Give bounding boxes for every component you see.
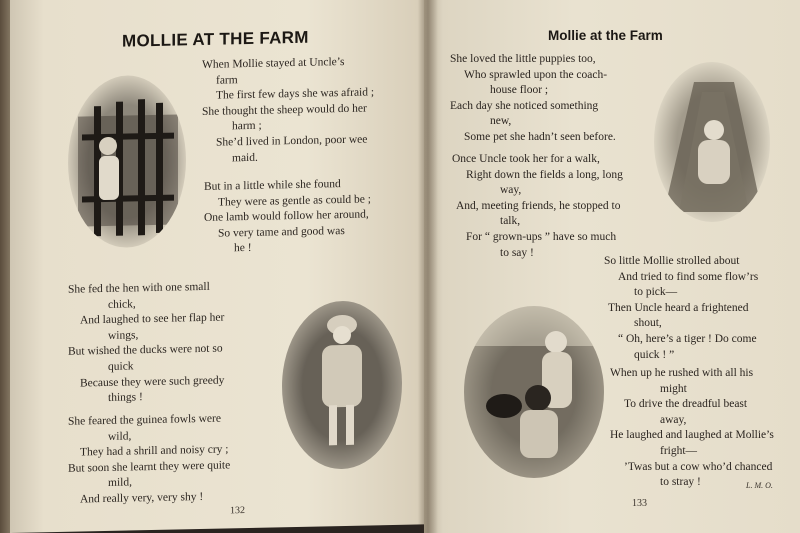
verse-line: might (660, 382, 687, 395)
verse-line: She’d lived in London, poor wee (216, 133, 368, 149)
verse-line: to stray ! (660, 476, 701, 489)
verse-line: “ Oh, here’s a tiger ! Do come (618, 332, 757, 345)
verse-line: The first few days she was afraid ; (216, 86, 375, 102)
verse-line: She loved the little puppies too, (450, 53, 596, 65)
photo-girl-by-haystack (654, 62, 770, 222)
verse-line: away, (660, 413, 687, 426)
verse-line: Each day she noticed something (450, 99, 599, 112)
verse-line: chick, (108, 297, 136, 311)
verse-line: house floor ; (490, 84, 549, 97)
verse-line: Right down the fields a long, long (466, 168, 623, 181)
verse-line: talk, (500, 215, 521, 228)
verse-line: So little Mollie strolled about (604, 255, 740, 267)
verse-line: to say ! (500, 246, 534, 259)
page-number-right: 133 (632, 498, 647, 509)
verse-line: Because they were such greedy (80, 374, 225, 390)
right-stanza-1 (450, 52, 616, 146)
verse-line: he ! (234, 242, 252, 255)
verse-line: And tried to find some flow’rs (618, 270, 759, 283)
verse-line: When up he rushed with all his (610, 367, 754, 379)
verse-line: For “ grown-ups ” have so much (466, 230, 617, 243)
verse-line: Some pet she hadn’t seen before. (464, 130, 616, 143)
left-page-title: MOLLIE AT THE FARM (122, 27, 309, 51)
verse-line: Once Uncle took her for a walk, (452, 153, 600, 165)
verse-line: fright— (660, 444, 698, 457)
verse-line: way, (500, 184, 522, 197)
right-page (424, 0, 800, 533)
verse-line: And really very, very shy ! (80, 490, 204, 506)
verse-line: ’Twas but a cow who’d chanced (624, 460, 773, 473)
left-stanza-4 (68, 411, 230, 508)
left-stanza-1 (202, 54, 374, 167)
page-number-left: 132 (230, 505, 245, 517)
verse-line: wings, (108, 329, 139, 342)
verse-line: shout, (634, 317, 662, 330)
right-stanza-4 (610, 366, 774, 491)
verse-line: They had a shrill and noisy cry ; (80, 443, 229, 459)
verse-line: They were as gentle as could be ; (218, 193, 371, 209)
verse-line: Who sprawled upon the coach- (464, 68, 608, 81)
verse-line: things ! (108, 391, 143, 405)
verse-line: So very tame and good was (218, 224, 345, 240)
verse-line: To drive the dreadful beast (624, 398, 748, 411)
verse-line: maid. (232, 151, 258, 164)
verse-line: He laughed and laughed at Mollie’s (610, 429, 774, 442)
verse-line: quick (108, 360, 134, 373)
author-initials: L. M. O. (746, 481, 773, 490)
photo-children-with-cow (464, 306, 604, 478)
verse-line: One lamb would follow her around, (204, 208, 369, 225)
left-stanza-3 (68, 280, 224, 408)
verse-line: new, (490, 115, 512, 128)
verse-line: harm ; (232, 120, 262, 133)
left-stanza-2 (204, 176, 371, 257)
verse-line: And laughed to see her flap her (80, 311, 225, 327)
right-stanza-3 (604, 254, 758, 363)
left-page (10, 0, 434, 533)
book-gutter (418, 0, 438, 533)
verse-line: quick ! ” (634, 348, 675, 361)
verse-line: to pick— (634, 286, 678, 299)
verse-line: And, meeting friends, he stopped to (456, 199, 621, 212)
verse-line: She thought the sheep would do her (202, 102, 367, 118)
verse-line: She feared the guinea fowls were (68, 412, 221, 428)
photo-girl-at-gate (68, 74, 186, 248)
right-stanza-2 (452, 152, 623, 261)
verse-line: She fed the hen with one small (68, 280, 210, 296)
right-page-title: Mollie at the Farm (548, 28, 663, 43)
verse-line: Then Uncle heard a frightened (608, 301, 749, 314)
verse-line: mild, (108, 476, 132, 490)
verse-line: But soon she learnt they were quite (68, 459, 231, 475)
verse-line: wild, (108, 430, 132, 443)
verse-line: But wished the ducks were not so (68, 342, 223, 359)
verse-line: farm (216, 73, 238, 87)
verse-line: When Mollie stayed at Uncle’s (202, 55, 345, 71)
photo-girl-in-coat (282, 300, 402, 471)
verse-line: But in a little while she found (204, 178, 341, 193)
